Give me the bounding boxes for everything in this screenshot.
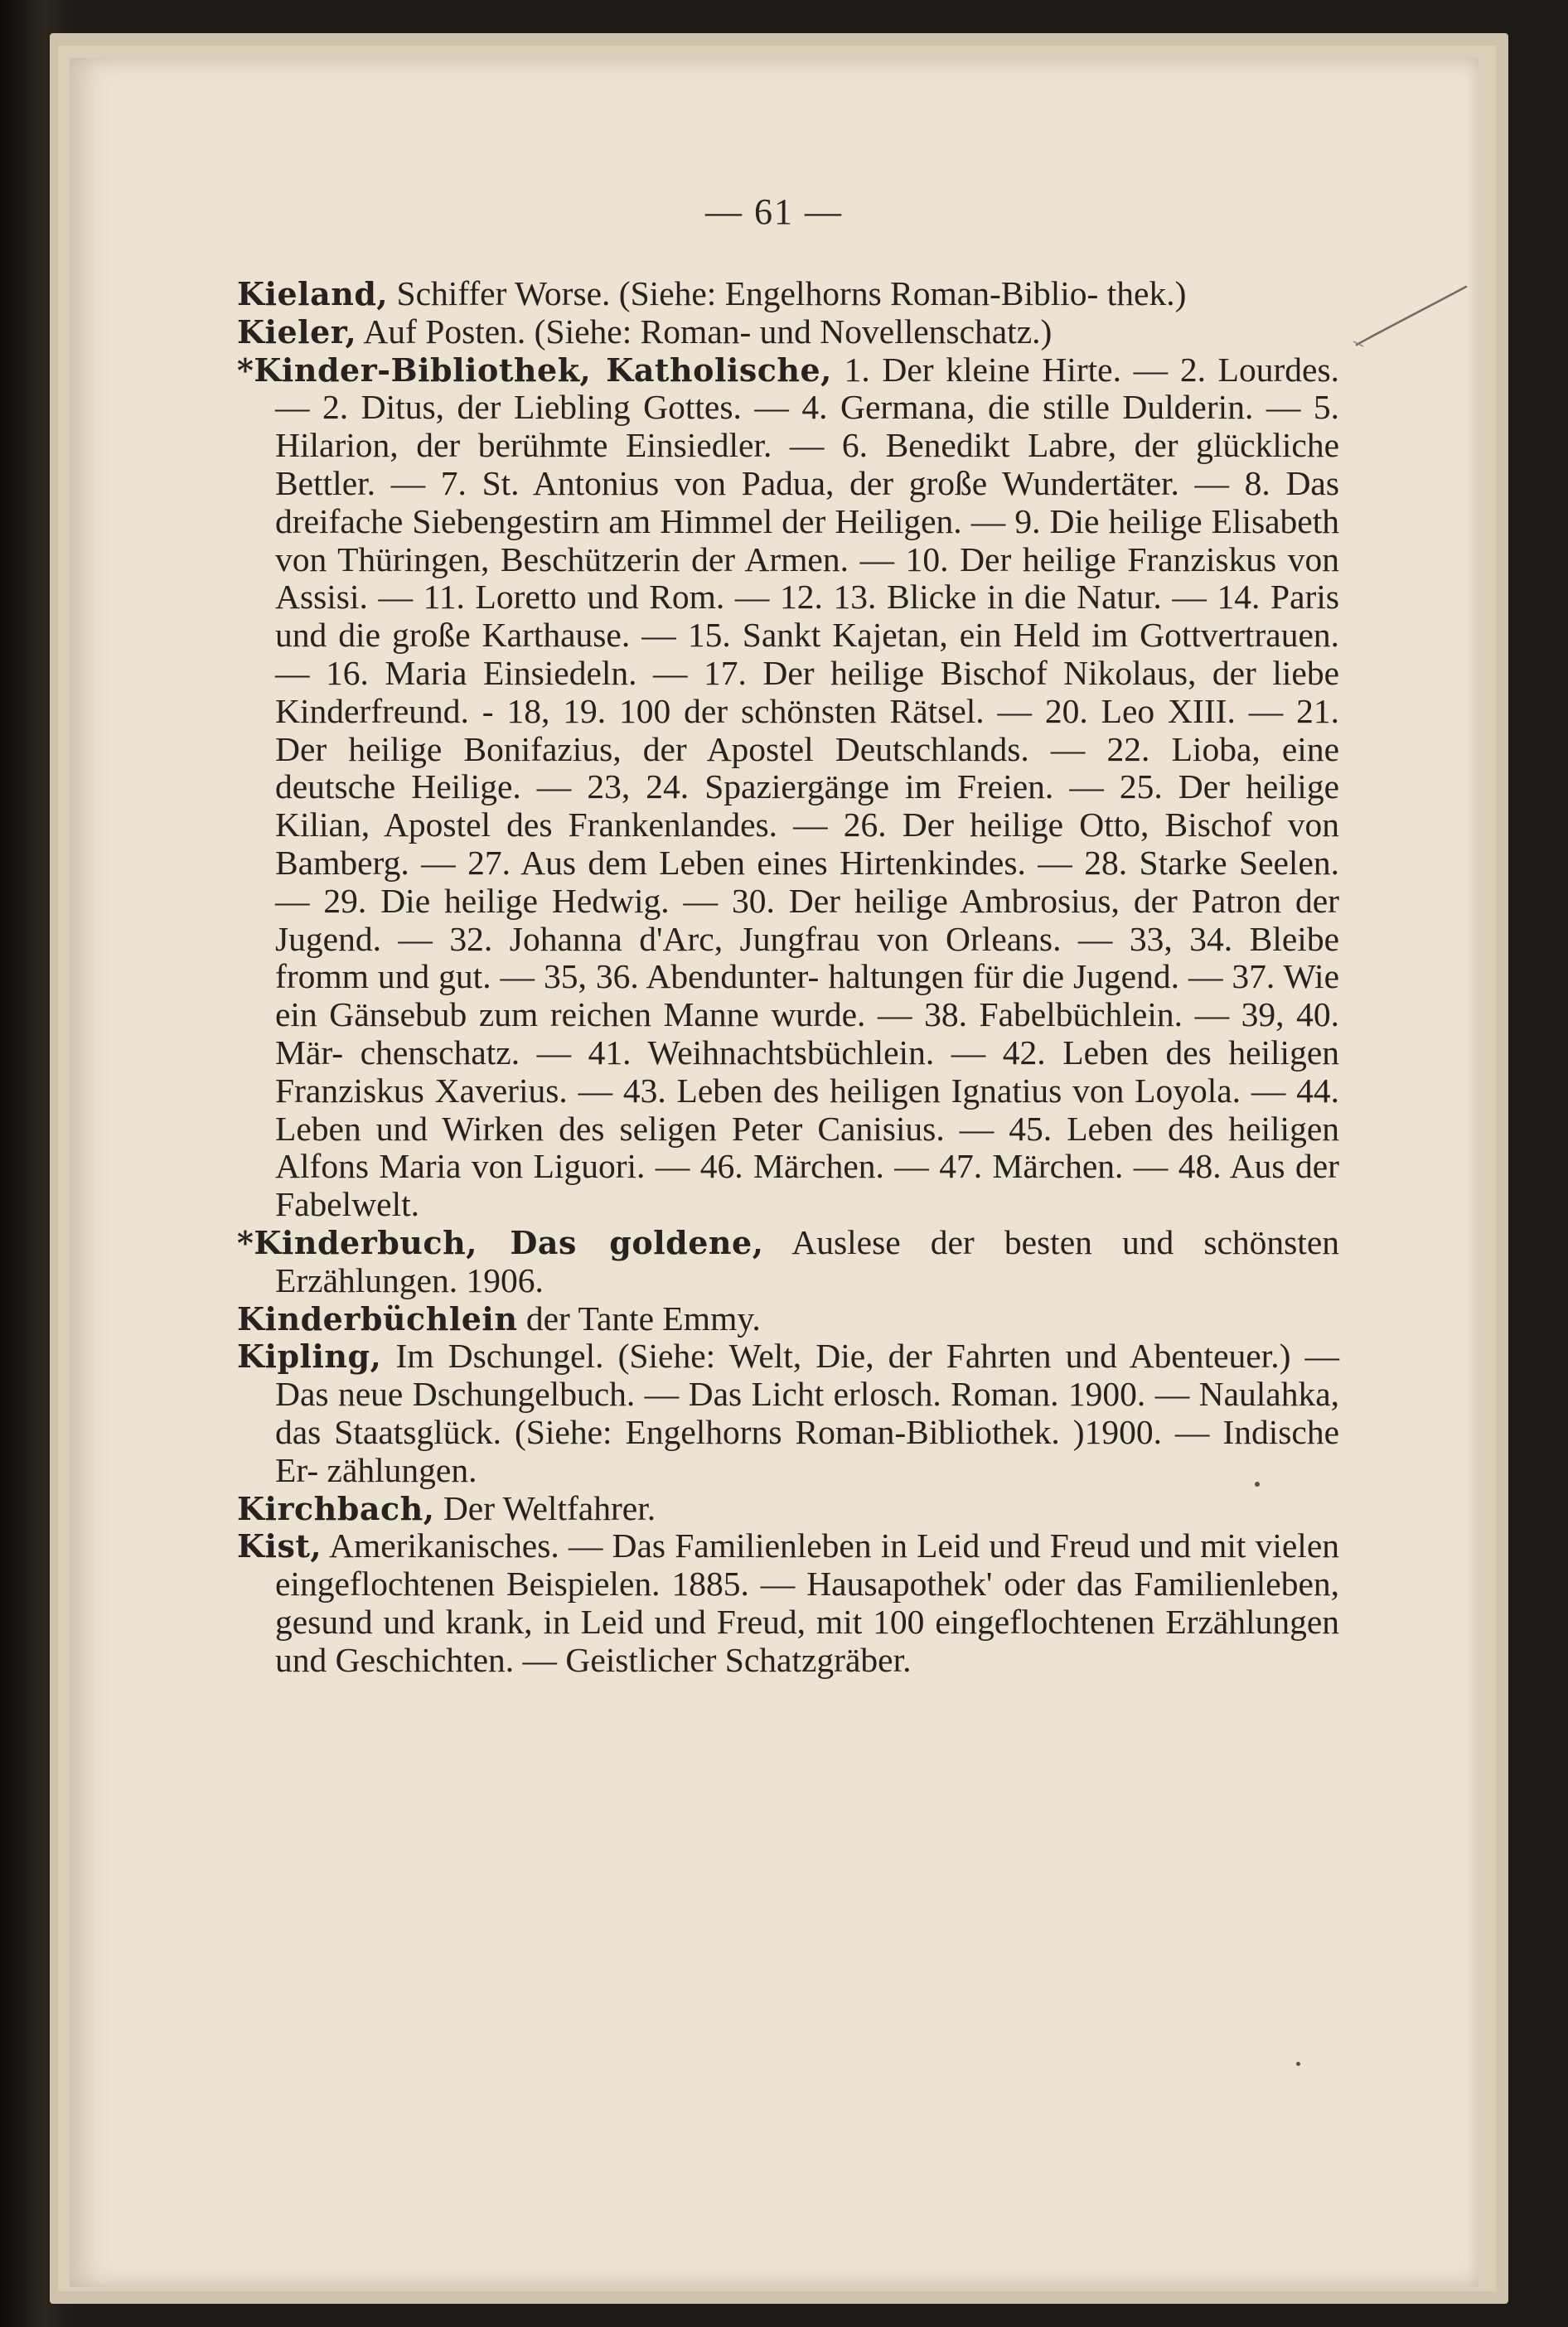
entry-keyword: Kist,	[237, 1527, 322, 1565]
entry-kieler	[237, 313, 1339, 351]
entry-kirchbach	[237, 1490, 1339, 1528]
entry-text: Der Weltfahrer.	[434, 1488, 656, 1527]
text-block	[237, 275, 1339, 1679]
entry-text: Schiffer Worse. (Siehe: Engelhorns Roman-Biblio- thek.)	[388, 274, 1187, 312]
entry-text: Amerikanisches. — Das Familienleben in Leid und Freud und mit vielen eingeflochtenen Beispielen. 1885. — Hausapothek' oder das Familienleben, gesund und krank, in Leid und Freud, mit 100 eingeflochtenen Erzählungen und Geschichten. — Geistlicher Schatzgräber.	[275, 1526, 1339, 1679]
entry-kist	[237, 1527, 1339, 1679]
entry-text: der Tante Emmy.	[517, 1299, 761, 1338]
entry-keyword: Kinderbüchlein	[237, 1299, 518, 1338]
entry-text: 1. Der kleine Hirte. — 2. Lourdes. — 2. Ditus, der Liebling Gottes. — 4. Germana, die stille Dulderin. — 5. Hilarion, der berühmte Einsiedler. — 6. Benedikt Labre, der glückliche Bettler. — 7. St. Antonius von Padua, der große Wundertäter. — 8. Das dreifache Siebengestirn am Himmel der Heiligen. — 9. Die heilige Elisabeth von Thüringen, Beschützerin der Armen. — 10. Der heilige Franziskus von Assisi. — 11. Loretto und Rom. — 12. 13. Blicke in die Natur. — 14. Paris und die große Karthause. — 15. Sankt Kajetan, ein Held im Gottvertrauen. — 16. Maria Einsiedeln. — 17. Der heilige Bischof Nikolaus, der liebe Kinderfreund. - 18, 19. 100 der schönsten Rätsel. — 20. Leo XIII. — 21. Der heilige Bonifazius, der Apostel Deutschlands. — 22. Lioba, eine deutsche Heilige. — 23, 24. Spaziergänge im Freien. — 25. Der heilige Kilian, Apostel des Frankenlandes. — 26. Der heilige Otto, Bischof von Bamberg. — 27. Aus dem Leben eines Hirtenkindes. — 28. Starke Seelen. — 29. Die heilige Hedwig. — 30. Der heilige Ambrosius, der Patron der Jugend. — 32. Johanna d'Arc, Jungfrau von Orleans. — 33, 34. Bleibe fromm und gut. — 35, 36. Abendunter- haltungen für die Jugend. — 37. Wie ein Gänsebub zum reichen Manne wurde. — 38. Fabelbüchlein. — 39, 40. Mär- chenschatz. — 41. Weihnachtsbüchlein. — 42. Leben des heiligen Franziskus Xaverius. — 43. Leben des heiligen Ignatius von Loyola. — 44. Leben und Wirken des seligen Peter Canisius. — 45. Leben des heiligen Alfons Maria von Liguori. — 46. Märchen. — 47. Märchen. — 48. Aus der Fabelwelt.	[275, 350, 1339, 1224]
entry-keyword: *Kinder-Bibliothek, Katholische,	[237, 351, 832, 389]
entry-kieland	[237, 275, 1339, 313]
entry-keyword: *Kinderbuch, Das goldene,	[237, 1223, 764, 1261]
entry-text: Im Dschungel. (Siehe: Welt, Die, der Fahrten und Abenteuer.) — Das neue Dschungelbuch. — Das Licht erlosch. Roman. 1900. — Naulahka, das Staatsglück. (Siehe: Engelhorns Roman-Bibliothek. )1900. — Indische Er- zählungen.	[275, 1337, 1339, 1489]
entry-keyword: Kipling,	[237, 1338, 382, 1376]
entry-text: Auslese der besten und schönsten Erzählungen. 1906.	[275, 1222, 1340, 1299]
pencil-mark-icon	[1350, 280, 1474, 355]
entry-kipling	[237, 1338, 1339, 1489]
entry-kinderbuch	[237, 1224, 1339, 1300]
entry-keyword: Kieland,	[237, 275, 389, 312]
page-number: — 61 —	[705, 191, 843, 232]
entry-keyword: Kirchbach,	[237, 1489, 435, 1527]
book-page	[70, 58, 1478, 2287]
entry-text: Auf Posten. (Siehe: Roman- und Novellenschatz.)	[356, 312, 1053, 351]
entry-kinderbuechlein	[237, 1300, 1339, 1338]
entry-kinder-bibliothek	[237, 351, 1339, 1224]
ink-speck	[1296, 2062, 1300, 2066]
entry-keyword: Kieler,	[237, 312, 357, 351]
